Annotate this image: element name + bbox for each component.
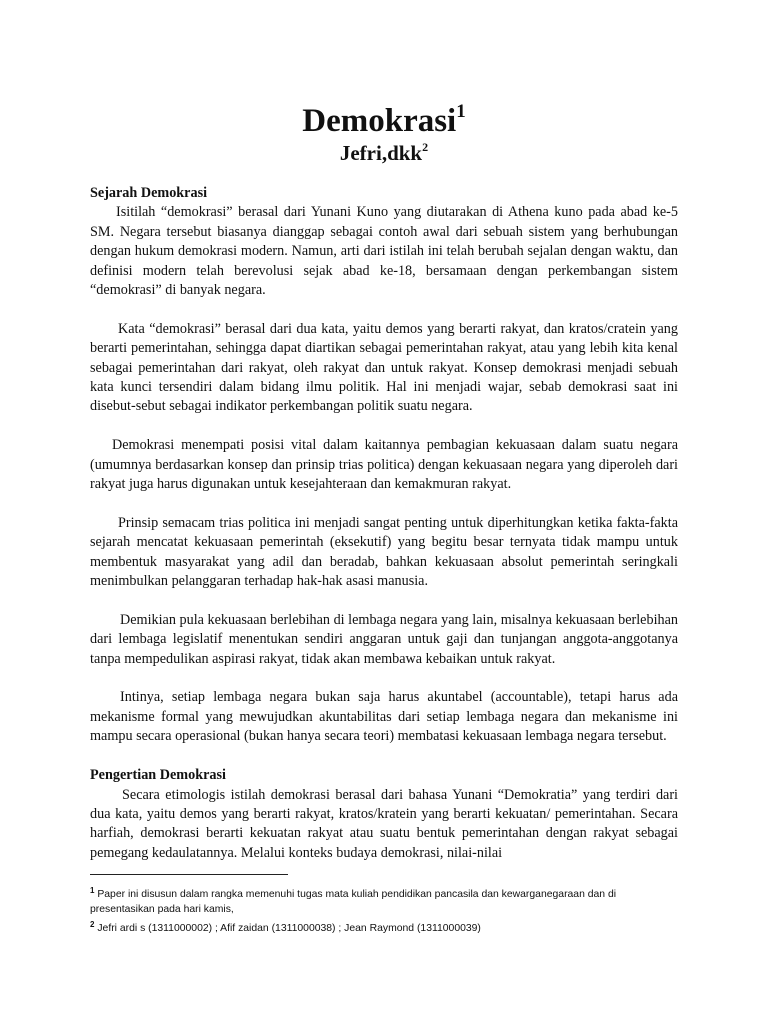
paragraph: Prinsip semacam trias politica ini menjadi sangat penting untuk diperhitungkan ketika fakta-fakta sejarah mencatat kekuasaan pemerintah (eksekutif) yang begitu besar ternyata tidak mampu untuk membentuk masyarakat yang adil dan beradab, bahkan kekuasaan absolut pemerintah seringkali menimbulkan pelanggaran terhadap hak-hak asasi manusia. xyxy=(90,514,678,590)
footnote-2: $^2$ Jefri ardi s (1311000002) ; Afif zaidan (1311000038) ; Jean Raymond (1311000039) xyxy=(90,920,481,934)
section-heading-pengertian: Pengertian Demokrasi xyxy=(90,767,226,784)
document-body xyxy=(90,184,678,863)
footnote-separator xyxy=(90,874,288,875)
authors-footnote-mark[interactable]: 2 xyxy=(422,140,429,154)
footnote-mark: 2 xyxy=(90,920,95,929)
paragraph: Demokrasi menempati posisi vital dalam kaitannya pembagian kekuasaan dalam suatu negara (umumnya berdasarkan konsep dan prinsip trias politica) dengan kekuasaan negara yang diperoleh dari rakyat juga harus digunakan untuk kesejahteraan dan kemakmuran rakyat. xyxy=(90,437,678,493)
footnotes xyxy=(90,883,680,936)
paragraph: Demikian pula kekuasaan berlebihan di lembaga negara yang lain, misalnya kekuasaan berlebihan dari lembaga legislatif menentukan sendiri anggaran untuk gaji dan tunjangan anggota-anggotanya tanpa mempedulikan aspirasi rakyat, tidak akan membawa kebaikan untuk rakyat. xyxy=(90,611,678,667)
footnote-mark: 1 xyxy=(90,886,95,895)
paragraph: Kata “demokrasi” berasal dari dua kata, yaitu demos yang berarti rakyat, dan kratos/cratein yang berarti pemerintahan, sehingga dapat diartikan sebagai pemerintahan rakyat, atau yang lebih kita kenal sebagai pemerintahan dari rakyat, oleh rakyat dan untuk rakyat. Konsep demokrasi menjadi sebuah kata kunci tersendiri dalam bidang ilmu politik. Hal ini menjadi wajar, sebab demokrasi saat ini disebut-sebut sebagai indikator perkembangan politik suatu negara. xyxy=(90,320,678,415)
document-title: Demokrasi$^1$ xyxy=(302,101,466,139)
document-authors: Jefri,dkk$^2$ xyxy=(339,140,429,165)
paragraph: Intinya, setiap lembaga negara bukan saja harus akuntabel (accountable), tetapi harus ada mekanisme formal yang mewujudkan akuntabilitas dari setiap lembaga negara dan mekanisme ini mampu secara operasional (bukan hanya secara teori) membatasi kekuasaan lembaga negara tersebut. xyxy=(90,689,678,745)
footnote-1: $^1$ Paper ini disusun dalam rangka memenuhi tugas mata kuliah pendidikan pancasila dan kewarganegaraan dan di presentasikan pada hari kamis, xyxy=(90,886,617,915)
section-heading-sejarah: Sejarah Demokrasi xyxy=(90,185,208,201)
paragraph: Secara etimologis istilah demokrasi berasal dari bahasa Yunani “Demokratia” yang terdiri dari dua kata, yaitu demos yang berarti rakyat, kratos/kratein yang berarti kekuatan/ pemerintahan. Secara harfiah, demokrasi berarti kekuatan rakyat atau suatu bentuk pemerintahan dengan rakyat sebagai pemegang kedaulatannya. Melalui konteks budaya demokrasi, nilai-nilai xyxy=(90,786,678,861)
paragraph: Isitilah “demokrasi” berasal dari Yunani Kuno yang diutarakan di Athena kuno pada abad ke-5 SM. Negara tersebut biasanya dianggap sebagai contoh awal dari sebuah sistem yang berhubungan dengan hukum demokrasi modern. Namun, arti dari istilah ini telah berubah sejalan dengan waktu, dan definisi modern telah berevolusi sejak abad ke-18, bersamaan dengan perkembangan sistem “demokrasi” di banyak negara. xyxy=(90,204,678,299)
title-footnote-mark[interactable]: 1 xyxy=(456,101,466,122)
